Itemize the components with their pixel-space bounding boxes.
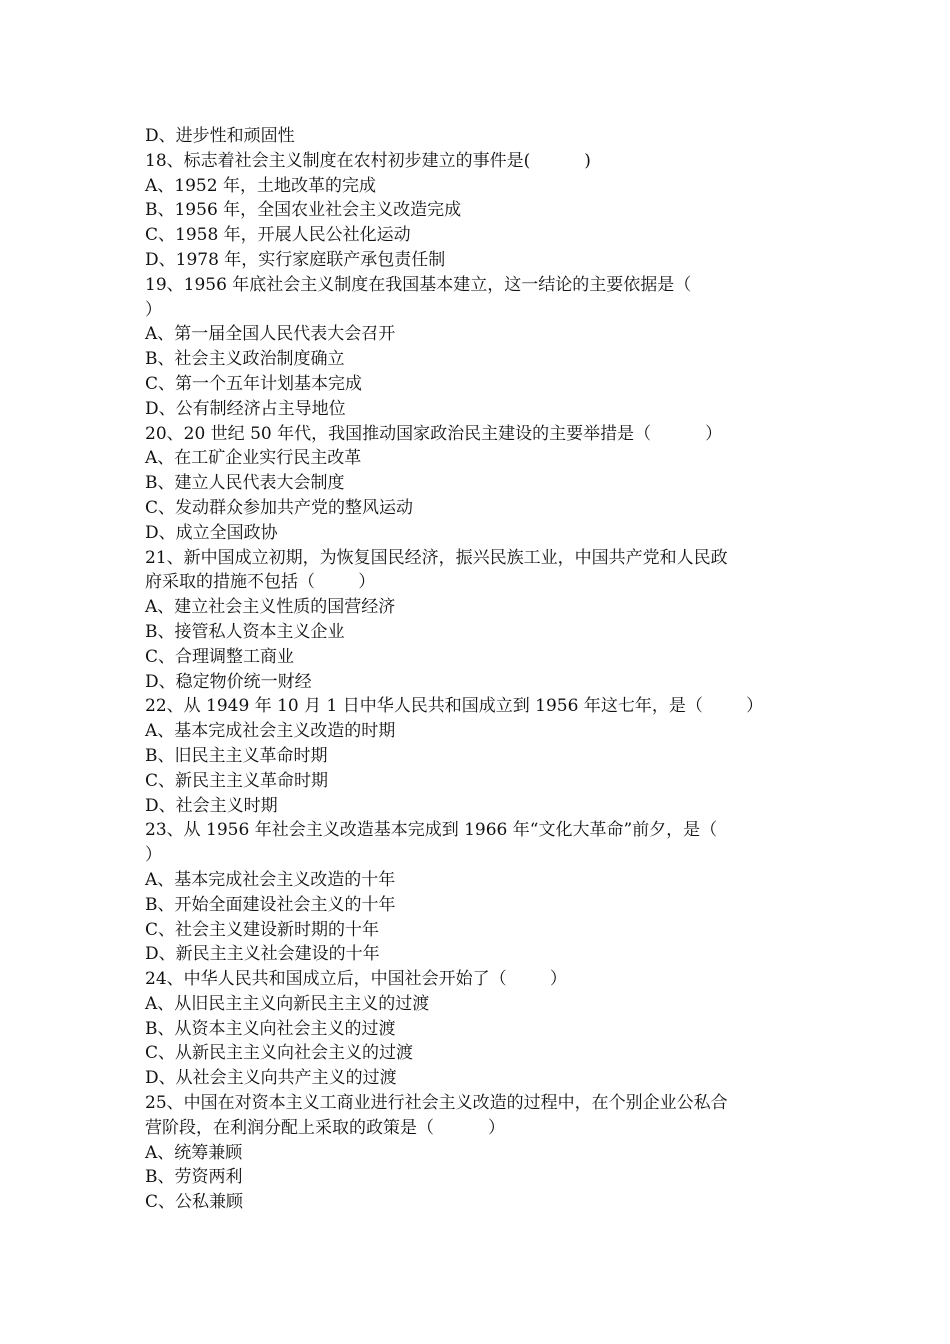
option-line: D、从社会主义向共产主义的过渡 <box>145 1068 397 1089</box>
option-line: D、成立全国政协 <box>145 522 278 543</box>
option-line: D、社会主义时期 <box>145 795 278 816</box>
question-21-continued: 府采取的措施不包括（ ） <box>145 572 376 593</box>
option-line: A、从旧民主主义向新民主主义的过渡 <box>145 993 430 1014</box>
question-23: 23、从 1956 年社会主义改造基本完成到 1966 年“文化大革命”前夕，是（ <box>145 820 718 841</box>
question-text-block <box>145 124 805 1215</box>
question-19: 19、1956 年底社会主义制度在我国基本建立，这一结论的主要依据是（ <box>145 274 692 295</box>
question-24: 24、中华人民共和国成立后，中国社会开始了（ ） <box>145 969 567 990</box>
option-line: C、合理调整工商业 <box>145 646 295 667</box>
option-line: C、1958 年，开展人民公社化运动 <box>145 225 411 246</box>
option-line: C、发动群众参加共产党的整风运动 <box>145 497 414 518</box>
option-line: A、基本完成社会主义改造的时期 <box>145 721 396 742</box>
option-line: B、建立人民代表大会制度 <box>145 473 345 494</box>
option-line: C、新民主主义革命时期 <box>145 770 329 791</box>
option-line: A、统筹兼顾 <box>145 1142 243 1163</box>
option-line: A、基本完成社会主义改造的十年 <box>145 869 396 890</box>
option-line: D、稳定物价统一财经 <box>145 671 312 692</box>
option-line: A、在工矿企业实行民主改革 <box>145 448 362 469</box>
question-18: 18、标志着社会主义制度在农村初步建立的事件是( ) <box>145 150 591 171</box>
option-line: C、公私兼顾 <box>145 1192 244 1213</box>
option-line: C、从新民主主义向社会主义的过渡 <box>145 1043 414 1064</box>
question-25: 25、中国在对资本主义工商业进行社会主义改造的过程中，在个别企业公私合 <box>145 1093 728 1114</box>
question-23-continued: ） <box>145 845 162 866</box>
option-line: D、新民主主义社会建设的十年 <box>145 944 380 965</box>
option-line: B、劳资两利 <box>145 1167 243 1188</box>
question-25-continued: 营阶段，在利润分配上采取的政策是（ ） <box>145 1117 506 1138</box>
option-line: A、1952 年，土地改革的完成 <box>145 175 376 196</box>
option-line: D、1978 年，实行家庭联产承包责任制 <box>145 249 446 270</box>
option-line: C、社会主义建设新时期的十年 <box>145 919 380 940</box>
option-line: B、旧民主主义革命时期 <box>145 745 328 766</box>
question-21: 21、新中国成立初期，为恢复国民经济，振兴民族工业，中国共产党和人民政 <box>145 547 728 568</box>
option-line: B、社会主义政治制度确立 <box>145 349 345 370</box>
option-line: B、开始全面建设社会主义的十年 <box>145 894 396 915</box>
option-line: B、接管私人资本主义企业 <box>145 621 345 642</box>
question-19-continued: ） <box>145 299 162 320</box>
question-20: 20、20 世纪 50 年代，我国推动国家政治民主建设的主要举措是（ ） <box>145 423 723 444</box>
option-line: C、第一个五年计划基本完成 <box>145 373 363 394</box>
option-line: A、建立社会主义性质的国营经济 <box>145 597 396 618</box>
option-line: D、进步性和顽固性 <box>145 126 295 146</box>
question-22: 22、从 1949 年 10 月 1 日中华人民共和国成立到 1956 年这七年，是（ ） <box>145 696 764 717</box>
option-line: B、1956 年，全国农业社会主义改造完成 <box>145 200 462 221</box>
option-line: B、从资本主义向社会主义的过渡 <box>145 1018 396 1039</box>
option-line: A、第一届全国人民代表大会召开 <box>145 324 396 345</box>
option-line: D、公有制经济占主导地位 <box>145 398 346 419</box>
